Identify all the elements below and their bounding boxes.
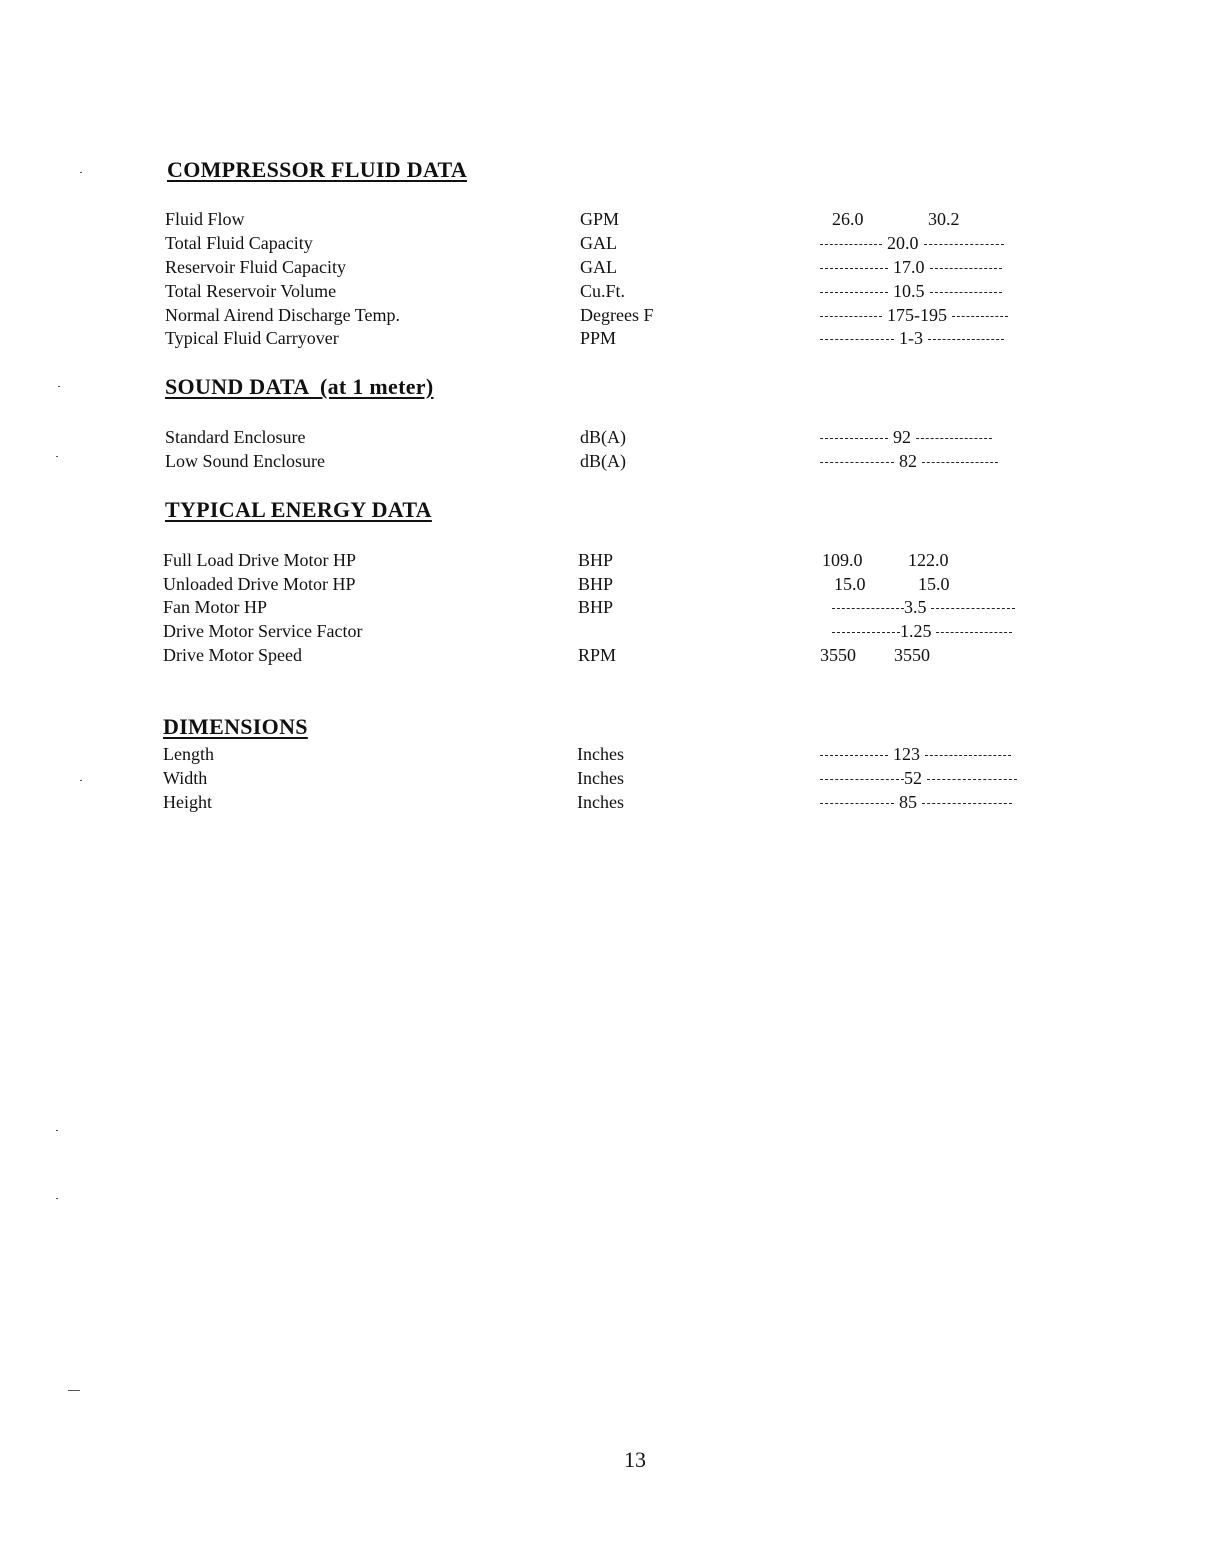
section-heading: TYPICAL ENERGY DATA bbox=[165, 497, 432, 522]
table-row bbox=[0, 425, 1232, 449]
table-row bbox=[0, 279, 1232, 303]
row-unit: dB(A) bbox=[580, 427, 626, 447]
table-row bbox=[0, 742, 1232, 766]
table-row bbox=[0, 619, 1232, 643]
row-label: Standard Enclosure bbox=[165, 427, 306, 447]
scan-speck bbox=[58, 386, 60, 387]
row-value: 82 bbox=[820, 449, 998, 473]
section-heading: COMPRESSOR FLUID DATA bbox=[167, 157, 468, 182]
row-label: Drive Motor Speed bbox=[163, 645, 302, 665]
scan-speck bbox=[56, 456, 58, 457]
scan-speck bbox=[80, 780, 82, 781]
row-label: Fan Motor HP bbox=[163, 597, 268, 617]
row-unit: Inches bbox=[577, 768, 624, 788]
row-value: 3.5 bbox=[832, 595, 1015, 619]
row-value: 1.25 bbox=[832, 619, 1012, 643]
table-row bbox=[0, 595, 1232, 619]
row-unit: Cu.Ft. bbox=[580, 281, 626, 301]
row-value: 175-195 bbox=[820, 303, 1008, 327]
row-label: Typical Fluid Carryover bbox=[165, 328, 339, 348]
row-value: 1-3 bbox=[820, 326, 1004, 350]
row-label: Height bbox=[163, 792, 212, 812]
row-value: 85 bbox=[820, 790, 1012, 814]
row-value: 92 bbox=[820, 425, 992, 449]
scan-speck bbox=[80, 172, 82, 173]
row-label: Normal Airend Discharge Temp. bbox=[165, 305, 401, 325]
scan-speck bbox=[56, 1130, 58, 1131]
row-unit: Degrees F bbox=[580, 305, 654, 325]
row-unit: PPM bbox=[580, 328, 617, 348]
table-row bbox=[0, 548, 1232, 572]
row-unit: dB(A) bbox=[580, 451, 626, 471]
table-row bbox=[0, 572, 1232, 596]
table-row bbox=[0, 766, 1232, 790]
scan-speck bbox=[56, 1198, 58, 1199]
table-row bbox=[0, 326, 1232, 350]
table-row bbox=[0, 231, 1232, 255]
row-unit: BHP bbox=[578, 550, 614, 570]
row-unit: Inches bbox=[577, 792, 624, 812]
row-value-2: 122.0 bbox=[908, 550, 949, 570]
section-heading: DIMENSIONS bbox=[163, 714, 308, 739]
table-row bbox=[0, 643, 1232, 667]
row-value: 10.5 bbox=[820, 279, 1002, 303]
row-value: 17.0 bbox=[820, 255, 1002, 279]
row-value-1: 109.0 bbox=[822, 550, 863, 570]
row-unit: BHP bbox=[578, 597, 614, 617]
row-label: Total Reservoir Volume bbox=[165, 281, 337, 301]
table-row bbox=[0, 303, 1232, 327]
row-unit: GPM bbox=[580, 209, 620, 229]
row-label: Fluid Flow bbox=[165, 209, 245, 229]
scan-speck bbox=[68, 1390, 80, 1391]
row-unit: Inches bbox=[577, 744, 624, 764]
row-unit: GAL bbox=[580, 233, 617, 253]
row-value-1: 26.0 bbox=[832, 209, 864, 229]
table-row bbox=[0, 790, 1232, 814]
row-value: 20.0 bbox=[820, 231, 1004, 255]
row-label: Width bbox=[163, 768, 208, 788]
table-row bbox=[0, 449, 1232, 473]
row-label: Reservoir Fluid Capacity bbox=[165, 257, 346, 277]
row-value-2: 30.2 bbox=[928, 209, 960, 229]
row-value-2: 3550 bbox=[894, 645, 930, 665]
row-unit: RPM bbox=[578, 645, 617, 665]
row-value-1: 3550 bbox=[820, 645, 856, 665]
row-label: Full Load Drive Motor HP bbox=[163, 550, 356, 570]
row-value: 123 bbox=[820, 742, 1011, 766]
section-heading: SOUND DATA (at 1 meter) bbox=[165, 374, 434, 399]
table-row bbox=[0, 255, 1232, 279]
page-number: 13 bbox=[624, 1447, 646, 1472]
row-value-2: 15.0 bbox=[918, 574, 950, 594]
row-unit: BHP bbox=[578, 574, 614, 594]
row-unit: GAL bbox=[580, 257, 617, 277]
row-value: 52 bbox=[820, 766, 1017, 790]
row-label: Low Sound Enclosure bbox=[165, 451, 325, 471]
row-label: Total Fluid Capacity bbox=[165, 233, 313, 253]
row-value-1: 15.0 bbox=[834, 574, 866, 594]
row-label: Unloaded Drive Motor HP bbox=[163, 574, 356, 594]
row-label: Drive Motor Service Factor bbox=[163, 621, 363, 641]
row-label: Length bbox=[163, 744, 214, 764]
table-row bbox=[0, 207, 1232, 231]
